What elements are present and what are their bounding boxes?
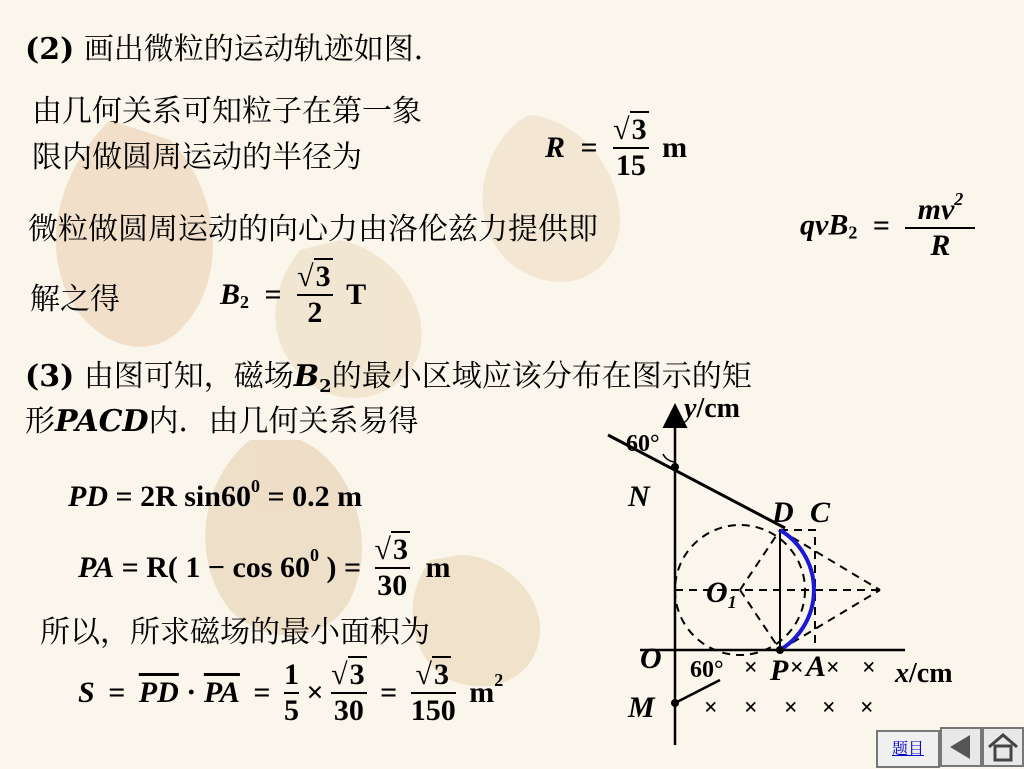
y-axis-label: y/cm: [684, 393, 740, 424]
home-button[interactable]: [982, 727, 1024, 767]
back-button[interactable]: [940, 727, 982, 767]
x-axis-label: x/cm: [895, 658, 953, 689]
text-line-5: 解之得: [30, 282, 120, 317]
point-P: [776, 646, 784, 654]
label-O1: $O_1$: [706, 576, 737, 612]
angle-label-bottom: 60°: [690, 657, 724, 683]
topic-link[interactable]: 题目: [876, 730, 940, 768]
label-M: M: [628, 691, 655, 724]
label-P: P: [770, 654, 789, 687]
label-D: D: [772, 496, 794, 529]
text-line-2: 由几何关系可知粒子在第一象: [32, 94, 422, 129]
label-C: C: [810, 496, 831, 529]
part2-tag: (2): [25, 32, 75, 67]
equation-radius: R = $\frac{√3}{15}$ m: [545, 113, 688, 182]
field-cross: ×: [704, 695, 718, 721]
point-N: [671, 463, 679, 471]
equation-B2: $B_2$ = $\frac{√3}{2}$ T: [220, 260, 367, 329]
field-cross: ×: [826, 655, 840, 681]
text-line-3: 限内做圆周运动的半径为: [32, 140, 362, 175]
field-cross: ×: [784, 695, 798, 721]
field-cross: ×: [822, 695, 836, 721]
label-O: O: [640, 642, 662, 675]
label-N: N: [628, 480, 650, 513]
field-cross: ×: [744, 655, 758, 681]
part2-text: 画出微粒的运动轨迹如图．: [83, 32, 444, 67]
field-cross: ×: [862, 655, 876, 681]
part3-heading: (3) 由图可知，磁场$B_2$的最小区域应该分布在图示的矩: [25, 359, 752, 397]
equation-area: $S = \overline{PD} \cdot \overline{PA}$ = $\frac{1}{5}$ × $\frac{√3}{30}$ = $\frac{√3}{150}$ $m^2$: [78, 658, 504, 727]
text-line-4: 微粒做圆周运动的向心力由洛伦兹力提供即: [28, 212, 598, 247]
equation-force: qvB$_2$ = $\frac{mv^2}{R}$: [800, 190, 975, 261]
triangle-left-icon: [942, 729, 980, 765]
field-cross: ×: [744, 695, 758, 721]
field-cross: ×: [860, 695, 874, 721]
point-M: [671, 699, 679, 707]
text-line-8: 所以，所求磁场的最小面积为: [40, 615, 430, 650]
angle-label-top: 60°: [626, 431, 660, 457]
equation-PD: PD = 2R $\sin 60^0 = 0.2$ m: [68, 476, 363, 513]
equation-PA: PA = R( $1 - \cos 60^0$ ) = $\frac{√3}{30}$ m: [78, 533, 451, 602]
field-cross: ×: [790, 655, 804, 681]
label-A: A: [806, 650, 827, 683]
home-icon: [984, 729, 1022, 765]
text-line-7: 形PACD内．由几何关系易得: [25, 404, 419, 439]
